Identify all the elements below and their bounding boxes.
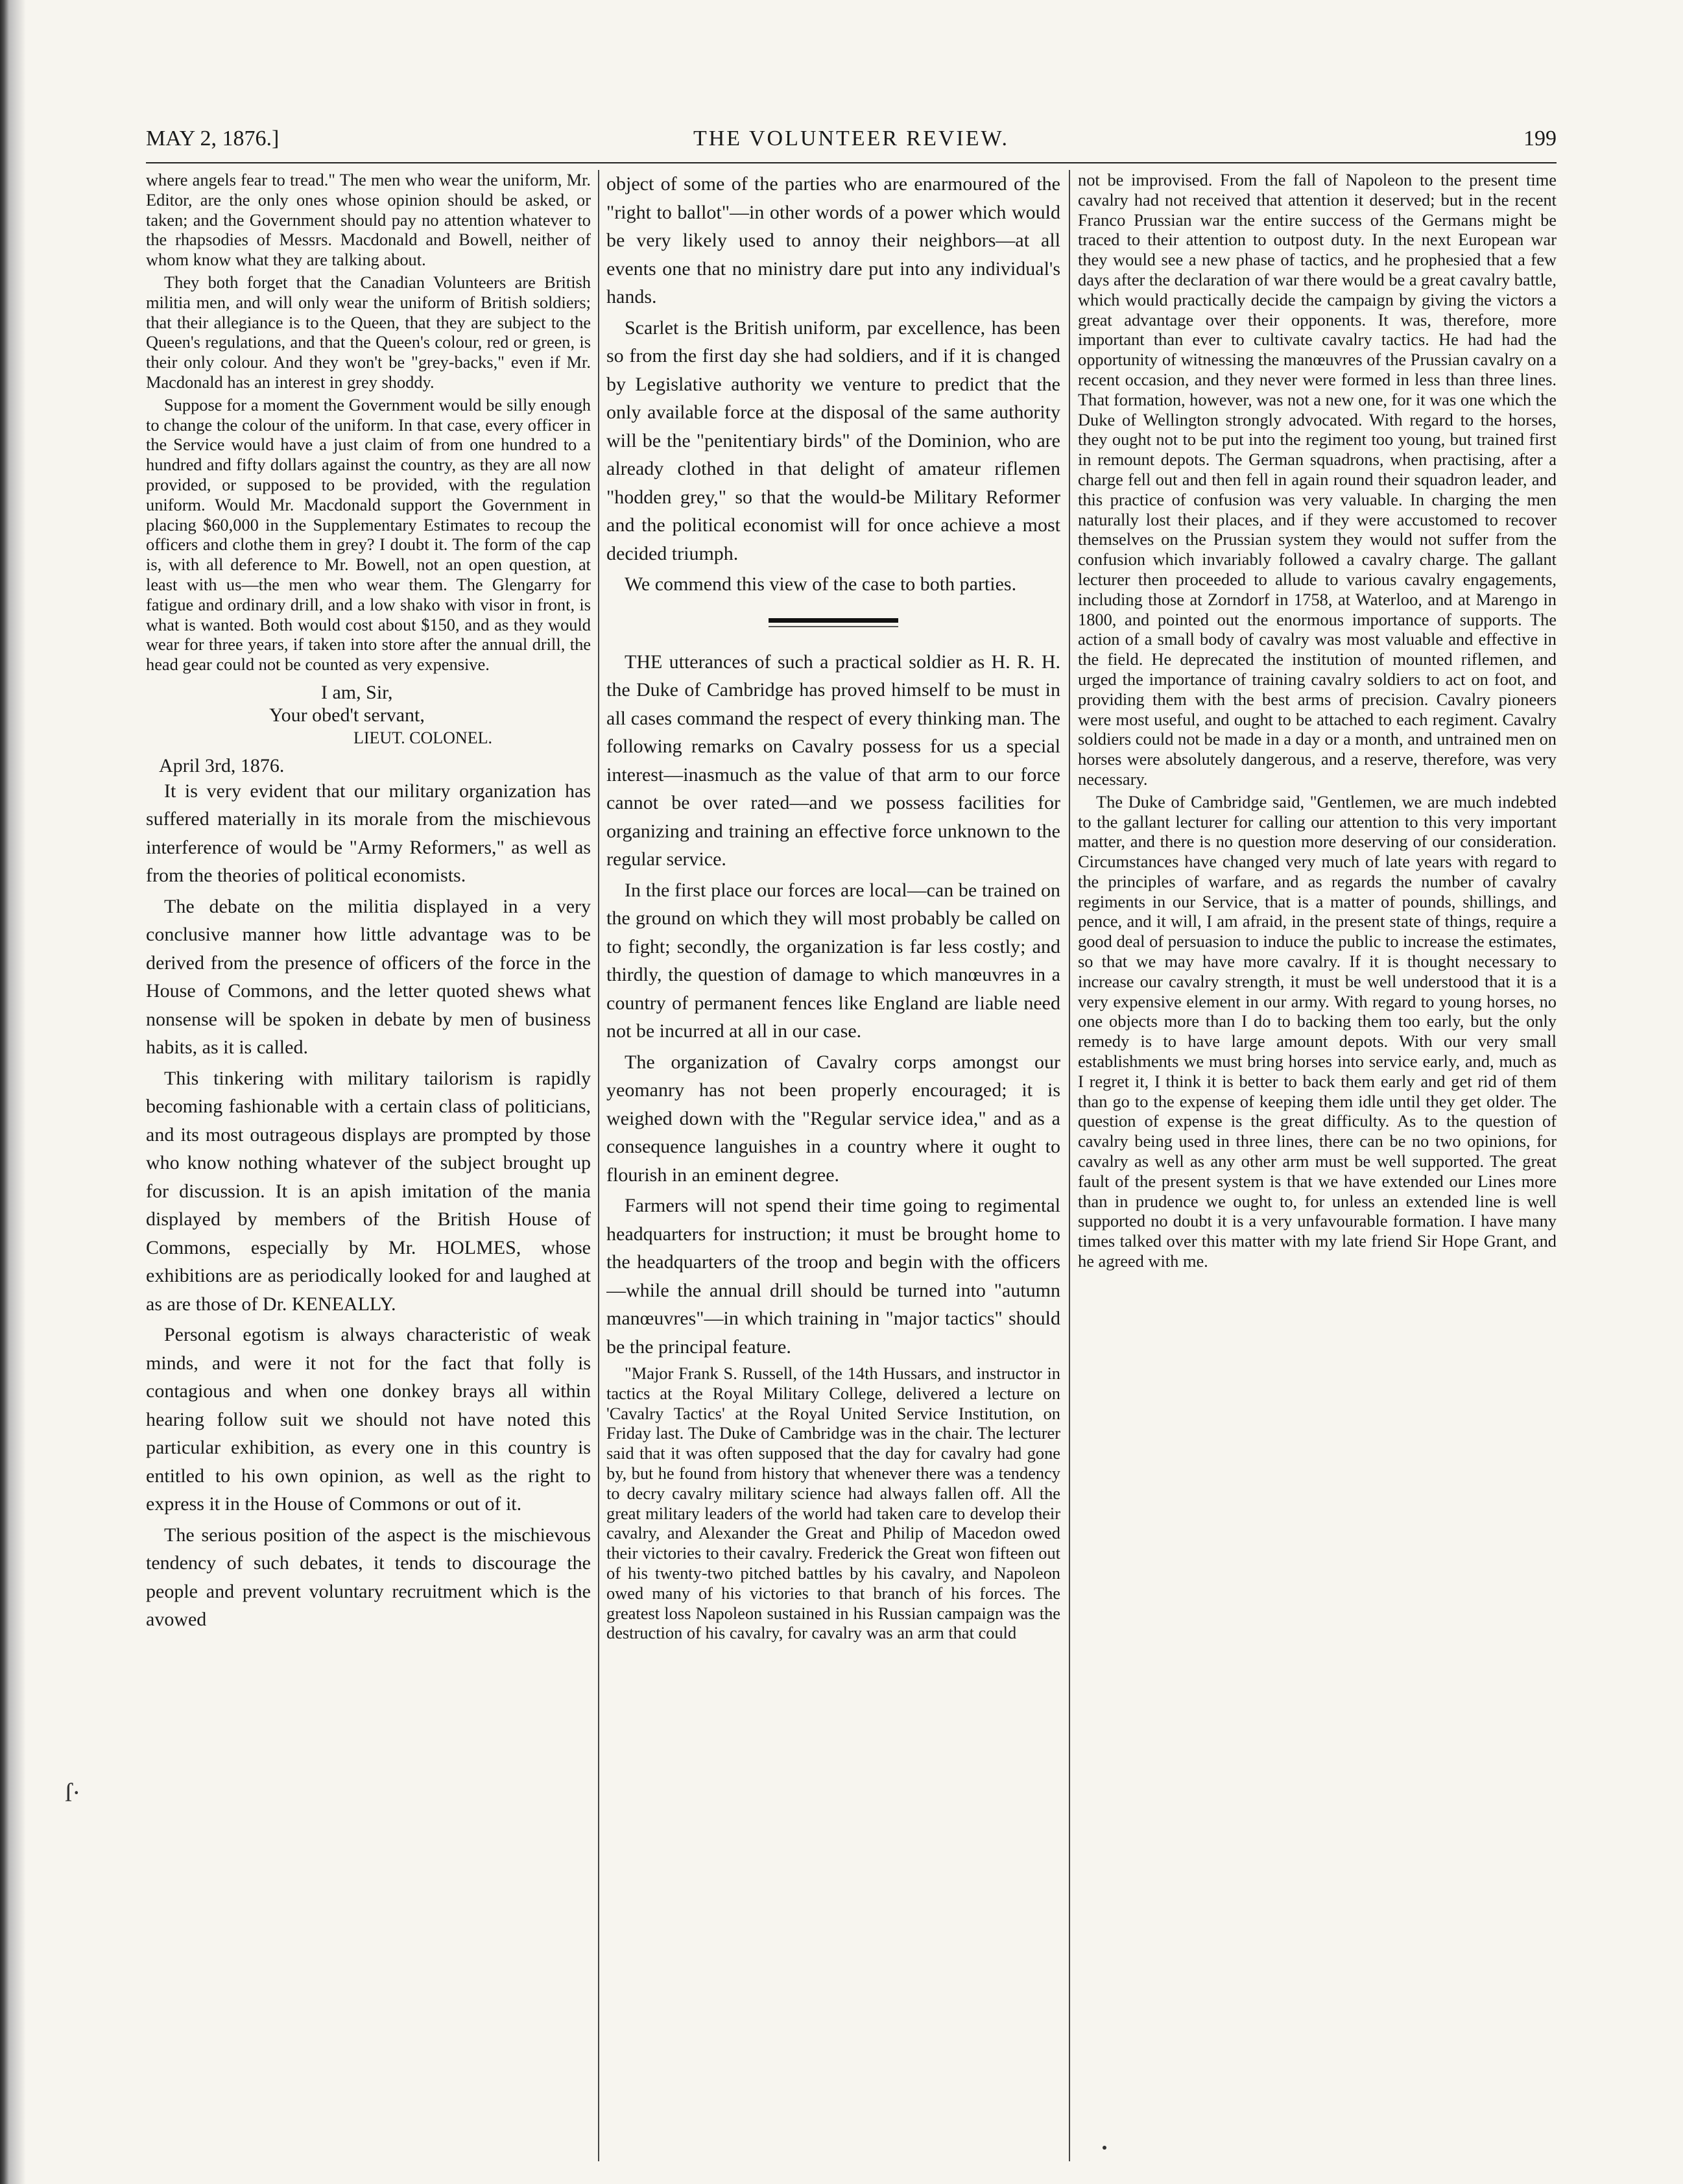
column-rule <box>598 170 599 2161</box>
paragraph: This tinkering with military tailorism is rapidly becoming fashionable with a certain class of politicians, and its most outrageous displays are prompted by those who know nothing whatever of the subject brought up for discussion. It is an apish imitation of the mania displayed by members of the British House of Commons, especially by Mr. HOLMES, whose exhibitions are as periodically looked for and laughed at as are those of Dr. KENEALLY. <box>146 1067 591 1315</box>
paragraph: In the first place our forces are local—can be trained on the ground on which they will most probably be called on to fight; secondly, the organization is far less costly; and thirdly, the question of damage to which manœuvres in a country of permanent fences like England are liable need not be incurred at all in our case. <box>606 879 1060 1042</box>
paragraph: where angels fear to tread." The men who wear the uniform, Mr. Editor, are the only ones whose opinion should be asked, or taken; and the Government should pay no attention whatever to the rhapsodies of Messrs. Macdonald and Bowell, neither of whom know what they are talking about. <box>146 170 591 270</box>
margin-mark: ſ· <box>65 1778 81 1807</box>
paragraph: Suppose for a moment the Government would be silly enough to change the colour of the uniform. In that case, every officer in the Service would have a just claim of from one hundred to a hundred and fifty dollars against the country, as they are all now provided, or supposed to be provided, with the regulation uniform. Would Mr. Macdonald support the Government in placing $60,000 in the Supplementary Estimates to recoup the officers and clothe them in grey? I doubt it. The form of the cap is, with all deference to Mr. Bowell, not an open question, at least with us—the men who wear them. The Glengarry for fatigue and ordinary drill, and a low shako with visor in front, is what is wanted. Both would cost about $150, and as they would wear for three years, if taken into store after the annual drill, the head gear could not be counted as very expensive. <box>146 394 591 675</box>
column-2 <box>606 170 1060 2161</box>
paragraph: not be improvised. From the fall of Napoleon to the present time cavalry had not received that attention it deserved; but in the recent Franco Prussian war the entire success of the Germans might be traced to their attention to outpost duty. In the next European war they would see a new phase of tactics, and he prophesied that a few days after the declaration of war there would be a great cavalry battle, which would practically decide the campaign by giving the victors a great advantage over their opponents. It was, therefore, more important than ever to cultivate cavalry tactics. He had had the opportunity of witnessing the manœuvres of the Prussian cavalry on a recent occasion, and they never were formed in less than three lines. That formation, however, was not a new one, for it was one which the Duke of Wellington strongly advocated. With regard to the horses, they ought not to be put into the regiment too young, but trained first in remount depots. The German squadrons, when practising, after a charge fell out and then fell in again round their squadron leader, and this practice of confusion was very valuable. In charging the men naturally lost their places, and if they were accustomed to recover themselves on the Prussian system they would not suffer from the confusion which invariably followed a cavalry charge. The gallant lecturer then proceeded to allude to various cavalry engagements, including those at Zorndorf in 1758, at Waterloo, and at Marengo in 1800, and pointed out the enormous importance of supports. The action of a small body of cavalry was most valuable and effective in the field. He deprecated the institution of mounted riflemen, and urged the importance of training cavalry soldiers to act on foot, and providing them with the best arms of precision. Cavalry pioneers were most useful, and ought to be attached to each regiment. Cavalry soldiers could not be made in a day or a month, and untrained men on horses were absolutely dangerous, and a reserve, therefore, was very necessary. <box>1078 170 1557 789</box>
column-1 <box>146 170 591 2161</box>
paragraph: object of some of the parties who are enarmoured of the "right to ballot"—in other words of a power which would be very likely used to annoy their neighbors—at all events one that no ministry dare put into any individual's hands. <box>606 173 1060 307</box>
header-rule <box>146 162 1557 163</box>
publication-title: THE VOLUNTEER REVIEW. <box>693 126 1009 150</box>
paragraph: THE utterances of such a practical soldier as H. R. H. the Duke of Cambridge has proved himself to be must in all cases command the respect of every thinking man. The following remarks on Cavalry possess for us a special interest—inasmuch as the value of that arm to our force cannot be over rated—and we possess facilities for organizing and training an effective force unknown to the regular service. <box>606 651 1060 870</box>
letter-signature <box>146 681 591 777</box>
paragraph: The debate on the militia displayed in a very conclusive manner how little advantage was to be derived from the presence of officers of the force in the House of Commons, and the letter quoted shews what nonsense will be spoken in debate by men of business habits, as it is called. <box>146 895 591 1059</box>
paragraph: The organization of Cavalry corps amongst our yeomanry has not been properly encouraged; it is weighed down with the "Regular service idea," and as a consequence languishes in a country where it ought to flourish in an eminent degree. <box>606 1051 1060 1186</box>
issue-date: MAY 2, 1876.] <box>146 126 280 150</box>
ink-dot <box>1103 2146 1106 2150</box>
paragraph: They both forget that the Canadian Volunteers are British militia men, and will only wear the uniform of British soldiers; that their allegiance is to the Queen, that they are subject to the Queen's regulations, and that the Queen's colour, red or green, is their only colour. And they won't be "grey-backs," even if Mr. Macdonald has an interest in grey shoddy. <box>146 272 591 392</box>
paragraph: We commend this view of the case to both parties. <box>625 573 1017 595</box>
page-binding-edge <box>0 0 45 2184</box>
paragraph: Scarlet is the British uniform, par excellence, has been so from the first day she had soldiers, and if it is changed by Legislative authority we venture to predict that the only available force at the disposal of the same authority will be the "penitentiary birds" of the Dominion, who are already clothed in that delight of amateur riflemen "hodden grey," so that the would-be Military Reformer and the political economist will for once achieve a most decided triumph. <box>606 317 1060 564</box>
paragraph: It is very evident that our military organization has suffered materially in its morale from the mischievous interference of would be "Army Reformers," as well as from the theories of political economists. <box>146 780 591 887</box>
salutation: I am, Sir, <box>321 681 393 703</box>
closing: Your obed't servant, <box>269 704 425 726</box>
page-number: 199 <box>1523 126 1557 150</box>
page-header <box>146 126 1557 162</box>
paragraph: Personal egotism is always characteristic of weak minds, and were it not for the fact that folly is contagious and when one donkey brays all within hearing follow suit we should not have noted this particular exhibition, as every one in this country is entitled to his own opinion, as well as the right to express it in the House of Commons or out of it. <box>146 1324 591 1515</box>
column-3 <box>1078 170 1557 2161</box>
column-rule <box>1069 170 1070 2161</box>
dateline: April 3rd, 1876. <box>159 754 285 776</box>
paragraph: The serious position of the aspect is the mischievous tendency of such debates, it tends to discourage the people and prevent voluntary recruitment which is the avowed <box>146 1524 591 1631</box>
signatory: LIEUT. COLONEL. <box>353 728 492 747</box>
paragraph: The Duke of Cambridge said, "Gentlemen, we are much indebted to the gallant lecturer for calling our attention to this very important matter, and there is no question more deserving of our consideration. Circumstances have changed very much of late years with regard to the principles of warfare, and as regards the number of cavalry regiments in our Service, that is a matter of pounds, shillings, and pence, and it will, I am afraid, in the present state of things, require a good deal of persuasion to induce the public to increase the estimates, so that we may have more cavalry. If it is thought necessary to increase our cavalry strength, it must be well understood that it is a very expensive element in our army. With regard to young horses, no one objects more than I do to backing them too early, but the only remedy is to have large amount depots. With our very small establishments we must bring horses into service early, and, much as I regret it, I think it is better to back them early and get rid of them than go to the expense of keeping them idle until they get older. The question of expense is the great difficulty. As to the question of cavalry being used in three lines, there can be no two opinions, for cavalry as well as any other arm must be well supported. The great fault of the present system is that we have extended our Lines more than in prudence we ought to, for unless an extended line is well supported no doubt it is a very unfavourable formation. I have many times talked over this matter with my late friend Sir Hope Grant, and he agreed with me. <box>1078 791 1557 1271</box>
section-separator <box>606 603 1060 642</box>
paragraph: Farmers will not spend their time going to regimental headquarters for instruction; it must be brought home to the headquarters of the troop and begin with the officers—while the annual drill should be turned into "autumn manœuvres"—in which training in "major tactics" should be the principal feature. <box>606 1195 1060 1358</box>
paragraph: "Major Frank S. Russell, of the 14th Hussars, and instructor in tactics at the Royal Military College, delivered a lecture on 'Cavalry Tactics' at the Royal United Service Institution, on Friday last. The Duke of Cambridge was in the chair. The lecturer said that it was often supposed that the day for cavalry had gone by, but he found from history that whenever there was a tendency to decry cavalry military science had always fallen off. All the great military leaders of the world had taken care to develop their cavalry, and Alexander the Great and Philip of Macedon owed their victories to their cavalry. Frederick the Great won fifteen out of his twenty-two pitched battles by his cavalry, and Napoleon owed many of his victories to that branch of his forces. The greatest loss Napoleon sustained in his Russian campaign was the destruction of his cavalry, for cavalry was an arm that could <box>606 1363 1060 1643</box>
